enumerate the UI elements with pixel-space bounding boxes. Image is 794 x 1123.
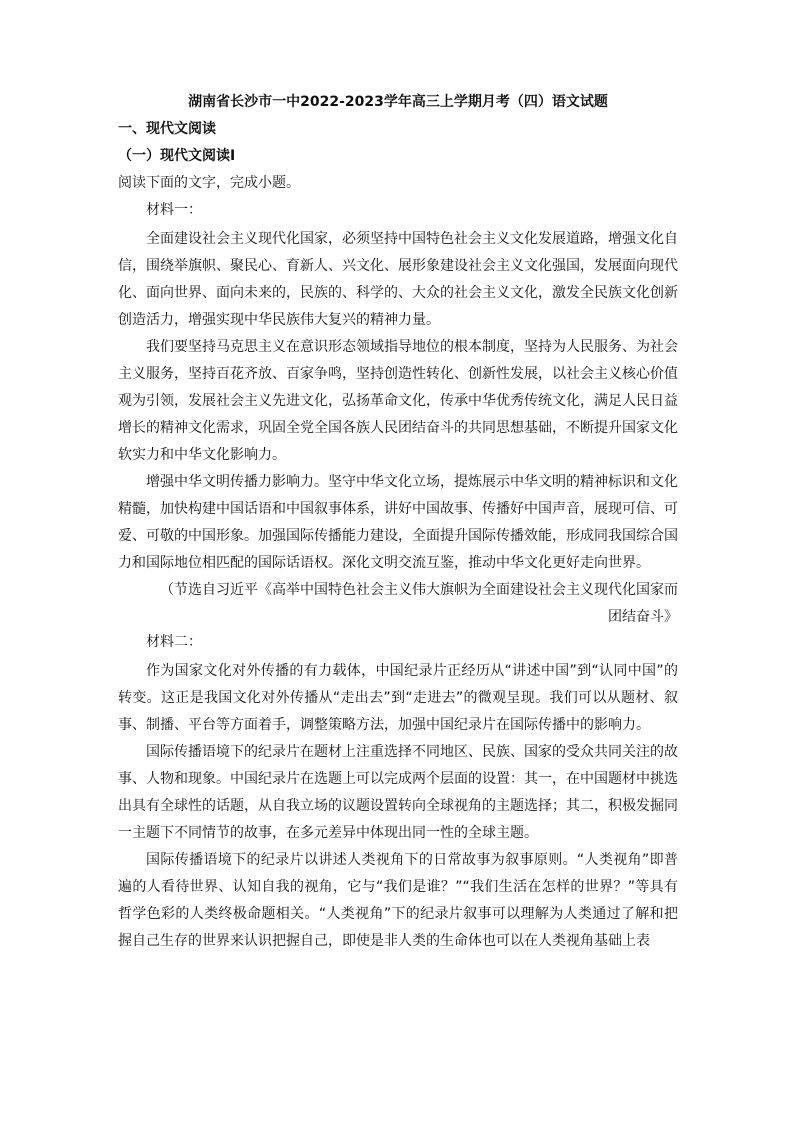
- subsection-heading: （一）现代文阅读Ⅰ: [118, 148, 236, 164]
- document-title: 湖南省长沙市一中2022-2023学年高三上学期月考（四）语文试题: [188, 94, 608, 110]
- material-one-source: [118, 577, 678, 631]
- document-page: [118, 92, 678, 955]
- material-two-paragraph: 国际传播语境下的纪录片以讲述人类视角下的日常故事为叙事原则。“人类视角”即普遍的人看待世界、认知自我的视角，它与“我们是谁？”“我们生活在怎样的世界？”等具有哲学色彩的人类终极命题相关。“人类视角”下的纪录片叙事可以理解为人类通过了解和把握自己生存的世界来认识把握自己，即使是非人类的生命体也可以在人类视角基础上表: [118, 852, 678, 949]
- material-one-paragraph: 增强中华文明传播力影响力。坚守中华文化立场，提炼展示中华文明的精神标识和文化精髓，加快构建中国话语和中国叙事体系，讲好中国故事、传播好中国声音，展现可信、可爱、可敬的中国形象。加强国际传播能力建设，全面提升国际传播效能，形成同我国综合国力和国际地位相匹配的国际话语权。深化文明交流互鉴，推动中华文化更好走向世界。: [118, 474, 678, 571]
- source-line: 团结奋斗》: [608, 609, 678, 625]
- material-one-label: 材料一：: [146, 202, 202, 218]
- material-two-label: 材料二：: [146, 634, 202, 650]
- material-one-paragraph: 全面建设社会主义现代化国家，必须坚持中国特色社会主义文化发展道路，增强文化自信，围绕举旗帜、聚民心、育新人、兴文化、展形象建设社会主义文化强国，发展面向现代化、面向世界、面向未来的，民族的、科学的、大众的社会主义文化，激发全民族文化创新创造活力，增强实现中华民族伟大复兴的精神力量。: [118, 231, 678, 328]
- material-one-paragraph: 我们要坚持马克思主义在意识形态领域指导地位的根本制度，坚持为人民服务、为社会主义服务，坚持百花齐放、百家争鸣，坚持创造性转化、创新性发展，以社会主义核心价值观为引领，发展社会主义先进文化，弘扬革命文化，传承中华优秀传统文化，满足人民日益增长的精神文化需求，巩固全党全国各族人民团结奋斗的共同思想基础，不断提升国家文化软实力和中华文化影响力。: [118, 339, 678, 463]
- material-two-paragraph: 作为国家文化对外传播的有力载体，中国纪录片正经历从“讲述中国”到“认同中国”的转变。这正是我国文化对外传播从“走出去”到“走进去”的微观呈现。我们可以从题材、叙事、制播、平台等方面着手，调整策略方法，加强中国纪录片在国际传播中的影响力。: [118, 663, 678, 733]
- source-line: （节选自习近平《高举中国特色社会主义伟大旗帜为全面建设社会主义现代化国家而: [160, 582, 678, 598]
- material-two-paragraph: 国际传播语境下的纪录片在题材上注重选择不同地区、民族、国家的受众共同关注的故事、人物和现象。中国纪录片在选题上可以完成两个层面的设置：其一，在中国题材中挑选出具有全球性的话题，从自我立场的议题设置转向全球视角的主题选择；其二，积极发掘同一主题下不同情节的故事，在多元差异中体现出同一性的全球主题。: [118, 744, 678, 841]
- section-heading: 一、现代文阅读: [118, 121, 216, 137]
- instruction-text: 阅读下面的文字，完成小题。: [118, 175, 300, 191]
